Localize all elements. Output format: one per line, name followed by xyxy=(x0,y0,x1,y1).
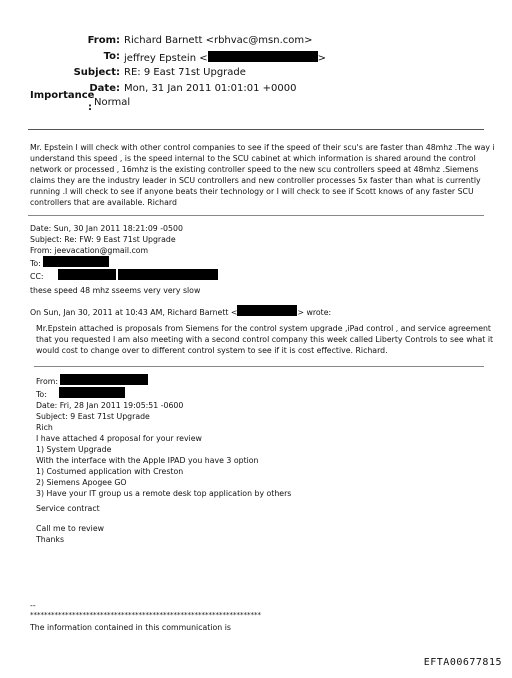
message-3-divider xyxy=(34,366,484,367)
redaction-box xyxy=(237,305,297,316)
redaction-box xyxy=(118,269,218,280)
redaction-box xyxy=(208,51,318,62)
footer-dashes xyxy=(30,600,482,611)
to-label: To: xyxy=(103,51,120,62)
document-code: EFTA00677815 xyxy=(423,657,502,668)
message-4-body xyxy=(36,422,482,499)
message-2-subject: Subject: Re: FW: 9 East 71st Upgrade xyxy=(30,235,176,244)
message-4-line: Rich xyxy=(36,423,53,432)
message-4-line: 1) Costumed application with Creston xyxy=(36,467,184,476)
date-value: Mon, 31 Jan 2011 01:01:01 +0000 xyxy=(124,83,297,94)
redaction-box xyxy=(59,387,125,398)
message-4-to-label: To: xyxy=(36,390,47,399)
message-1-line: network or processed , 16mhz is the existing controller speed to the new scu controllers speed at 48mhz .Siemens xyxy=(30,165,479,174)
subject-label: Subject: xyxy=(73,67,120,78)
message-2-to xyxy=(30,256,482,269)
message-1-line: claims they are the industry leader in SCU controllers and new controller processes 5x faster than what is currently xyxy=(30,176,481,185)
message-4-line: With the interface with the Apple IPAD you have 3 option xyxy=(36,456,259,465)
message-1-line: controllers that are available. Richard xyxy=(30,198,177,207)
message-4-from-label: From: xyxy=(36,377,58,386)
importance-row xyxy=(30,90,131,113)
message-2-to-label: To: xyxy=(30,259,41,268)
message-4-closing xyxy=(36,523,482,545)
message-3-body xyxy=(36,323,494,356)
redaction-box xyxy=(60,374,148,385)
redaction-box xyxy=(43,256,109,267)
message-1-body xyxy=(30,142,495,208)
message-3-line: Mr.Epstein attached is proposals from Siemens for the control system upgrade ,iPad control , and service agreement xyxy=(36,324,491,333)
footer-notice xyxy=(30,622,482,633)
message-2-date: Date: Sun, 30 Jan 2011 18:21:09 -0500 xyxy=(30,224,183,233)
message-1-line: running .I will check to see if anyone beats their technology or I will check to see if Scott knows of any faster SCU xyxy=(30,187,474,196)
from-value: Richard Barnett <rbhvac@msn.com> xyxy=(124,35,313,46)
message-4-service xyxy=(36,503,482,514)
message-3-intro xyxy=(30,305,482,318)
importance-value: Normal xyxy=(94,97,131,108)
thanks-text: Thanks xyxy=(36,535,65,544)
importance-label: Importance xyxy=(30,90,95,101)
message-3-line: that you requested I am also meeting with a second control company this week called Liberty Controls to see what it xyxy=(36,335,494,344)
confidentiality-notice: The information contained in this communication is xyxy=(30,623,231,632)
message-1-line: Mr. Epstein I will check with other control companies to see if the speed of their scu's are faster than 48mhz .The way i xyxy=(30,143,495,152)
call-me-text: Call me to review xyxy=(36,524,104,533)
message-3-intro-suffix: > wrote: xyxy=(297,308,332,317)
message-3-intro-prefix: On Sun, Jan 30, 2011 at 10:43 AM, Richard Barnett < xyxy=(30,308,238,317)
to-value-prefix: jeffrey Epstein < xyxy=(124,53,208,64)
message-4-to xyxy=(36,387,482,400)
message-4-date: Date: Fri, 28 Jan 2011 19:05:51 -0600 xyxy=(36,401,184,410)
date-label: Date: xyxy=(89,83,120,94)
message-2-cc xyxy=(30,269,482,282)
to-value-suffix: > xyxy=(317,53,326,64)
header-divider xyxy=(28,129,484,130)
from-label: From: xyxy=(87,35,120,46)
message-4-line: 1) System Upgrade xyxy=(36,445,112,454)
message-4-from xyxy=(36,374,482,387)
message-4-line: I have attached 4 proposal for your review xyxy=(36,434,202,443)
message-3-intro-line xyxy=(30,305,482,318)
message-1-divider xyxy=(28,215,484,216)
service-contract-text: Service contract xyxy=(36,504,100,513)
message-2-body xyxy=(30,285,482,296)
footer-stars: ****************************************************************** xyxy=(30,611,261,619)
message-4-line: 3) Have your IT group us a remote desk top application by others xyxy=(36,489,292,498)
message-2-cc-label: CC: xyxy=(30,272,44,281)
message-2-from: From: jeevacation@gmail.com xyxy=(30,246,149,255)
to-value xyxy=(124,51,326,64)
message-2-text: these speed 48 mhz sseems very very slow xyxy=(30,286,201,295)
redaction-box xyxy=(58,269,116,280)
message-1-line: understand this speed , is the speed internal to the SCU cabinet at which information is shared around the control xyxy=(30,154,476,163)
subject-value: RE: 9 East 71st Upgrade xyxy=(124,67,246,78)
message-3-line: would cost to change over to different control system to see if it is cost effective. Richard. xyxy=(36,346,388,355)
signature-dashes: -- xyxy=(30,601,36,610)
message-4-header xyxy=(36,374,482,422)
message-2-header xyxy=(30,223,482,282)
message-4-line: 2) Siemens Apogee GO xyxy=(36,478,127,487)
message-4-subject: Subject: 9 East 71st Upgrade xyxy=(36,412,150,421)
importance-colon: : xyxy=(88,102,92,113)
